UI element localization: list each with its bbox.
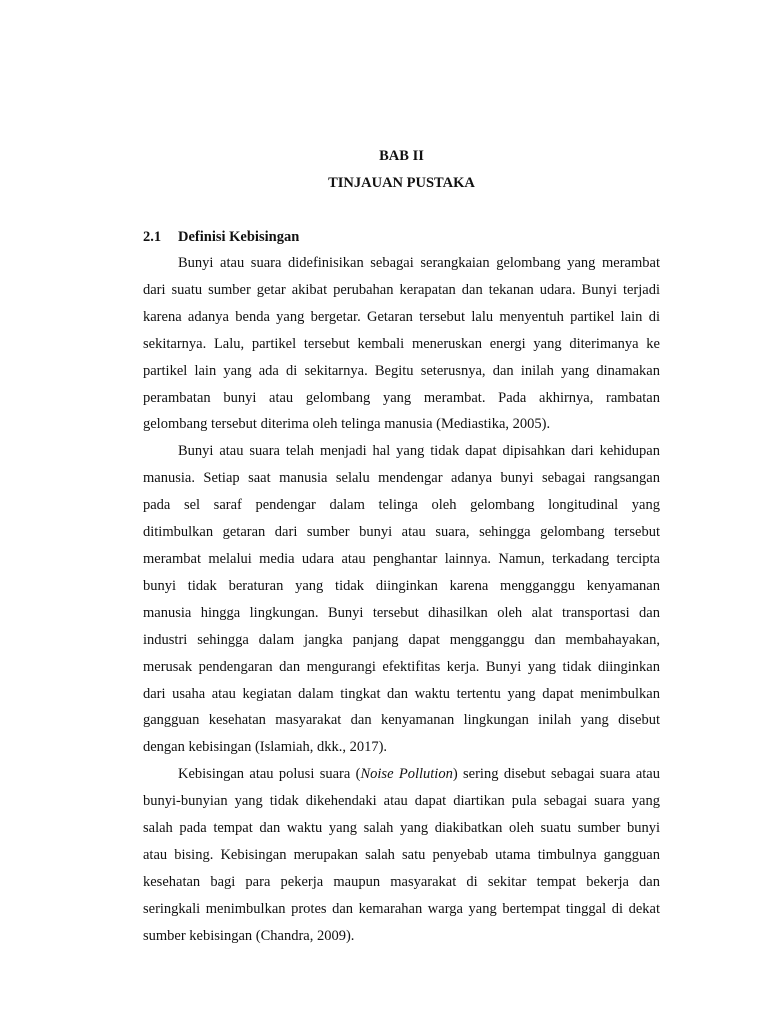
- paragraph-line: Bunyi atau suara telah menjadi hal yang tidak dapat dipisahkan dari kehidupan: [178, 443, 660, 460]
- section-title: Definisi Kebisingan: [178, 229, 300, 245]
- paragraph-line: industri sehingga dalam jangka panjang dapat mengganggu dan membahayakan,: [143, 631, 660, 648]
- paragraph-line: manusia hingga lingkungan. Bunyi tersebut dihasilkan oleh alat transportasi dan: [143, 604, 660, 621]
- paragraph-line: manusia. Setiap saat manusia selalu mendengar adanya bunyi sebagai rangsangan: [143, 470, 660, 487]
- italic-term: Noise Pollution: [360, 766, 453, 783]
- line-text-after: ) sering disebut sebagai suara atau: [452, 766, 660, 783]
- paragraph-line: atau bising. Kebisingan merupakan salah satu penyebab utama timbulnya gangguan: [143, 846, 660, 863]
- paragraph-line: seringkali menimbulkan protes dan kemarahan warga yang bertempat tinggal di dekat: [143, 900, 660, 917]
- paragraph-line: Bunyi atau suara didefinisikan sebagai serangkaian gelombang yang merambat: [178, 255, 660, 271]
- paragraph-1: [143, 250, 660, 438]
- paragraph-line: [143, 761, 660, 788]
- paragraph-line: kesehatan bagi para pekerja maupun masyarakat di sekitar tempat bekerja dan: [143, 873, 660, 890]
- paragraph-line: merusak pendengaran dan mengurangi efektifitas kerja. Bunyi yang tidak diinginkan: [143, 658, 660, 675]
- paragraph-line: sumber kebisingan (Chandra, 2009).: [143, 927, 355, 944]
- paragraph-line: dari suatu sumber getar akibat perubahan kerapatan dan tekanan udara. Bunyi terjadi: [143, 281, 660, 298]
- paragraph-line: gelombang tersebut diterima oleh telinga manusia (Mediastika, 2005).: [143, 416, 551, 433]
- paragraph-2: [143, 438, 660, 761]
- paragraph-line: gangguan kesehatan masyarakat dan kenyamanan lingkungan inilah yang disebut: [143, 712, 660, 729]
- paragraph-line: perambatan bunyi atau gelombang yang merambat. Pada akhirnya, rambatan: [143, 389, 660, 406]
- paragraph-3: [143, 761, 660, 949]
- chapter-number: BAB II: [379, 148, 424, 164]
- paragraph-line: bunyi-bunyian yang tidak dikehendaki atau dapat diartikan pula sebagai suara yang: [143, 793, 660, 810]
- paragraph-line: dari usaha atau kegiatan dalam tingkat dan waktu tertentu yang dapat menimbulkan: [143, 685, 660, 702]
- paragraph-line: pada sel saraf pendengar dalam telinga oleh gelombang longitudinal yang: [143, 497, 660, 514]
- paragraph-line: partikel lain yang ada di sekitarnya. Begitu seterusnya, dan inilah yang dinamakan: [143, 362, 660, 379]
- paragraph-line: sekitarnya. Lalu, partikel tersebut kembali meneruskan energi yang diterimanya ke: [143, 335, 660, 352]
- section-number: 2.1: [143, 229, 162, 245]
- chapter-title: TINJAUAN PUSTAKA: [328, 175, 475, 191]
- paragraph-line: karena adanya benda yang bergetar. Getaran tersebut lalu menyentuh partikel lain di: [143, 308, 660, 325]
- paragraph-line: merambat melalui media udara atau penghantar lainnya. Namun, terkadang tercipta: [143, 550, 660, 567]
- paragraph-line: dengan kebisingan (Islamiah, dkk., 2017).: [143, 739, 388, 756]
- paragraph-line: bunyi tidak beraturan yang tidak diinginkan karena mengganggu kenyamanan: [143, 577, 660, 594]
- paragraph-line: salah pada tempat dan waktu yang salah yang diakibatkan oleh suatu sumber bunyi: [143, 820, 660, 837]
- section-heading: [143, 227, 660, 247]
- line-text-before: Kebisingan atau polusi suara (: [178, 766, 361, 783]
- paragraph-line: ditimbulkan getaran dari sumber bunyi atau suara, sehingga gelombang tersebut: [143, 524, 660, 541]
- body-text: [143, 250, 660, 950]
